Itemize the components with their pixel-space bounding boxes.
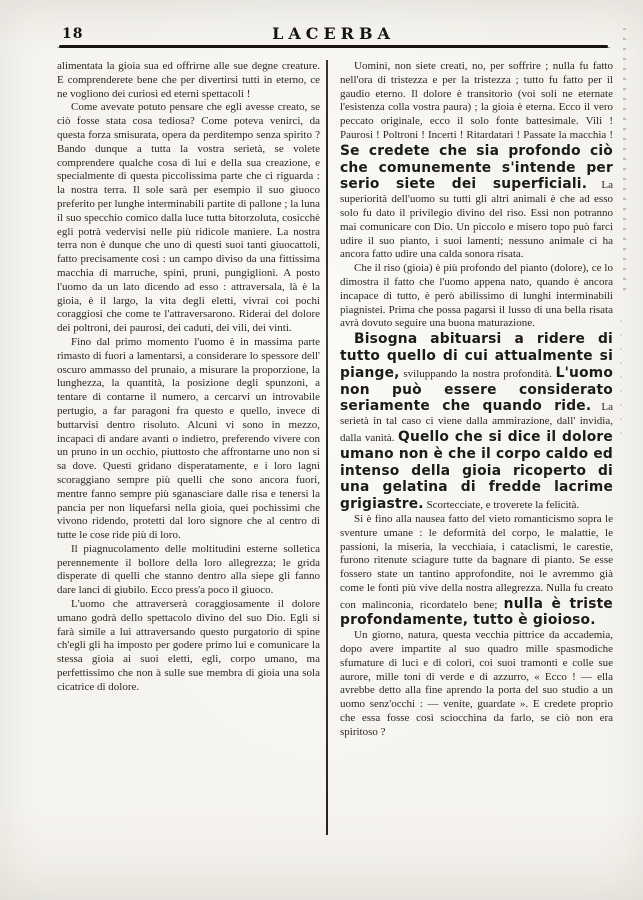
body-text: Come avevate potuto pensare che egli avesse creato, se ciò fosse stata cosa tediosa? Come poteva venirci, da questa forza smisurata, opera da perditempo senza spirito ? Bando dunque a tutta la vostra serietà, se volete comprendere qualche cosa di lui e della sua creazione, e specialmente di questa piccolissima parte che ci riguarda : la nostra terra. Il sole sarà per esempio il suo giuoco preferito per lunghe interminabili partite di pallone ; la luna il suo specchio comico dalla luce tutta bitorzoluta, cosicchè egli potrà vedervisi nelle più ridicole maniere. La nostra terra non è dunque che uno di questi suoi tanti giuocattoli, fatto precisamente così : un campo diviso da una fittissima macchia di marruche, spini, pruni, pungiglioni. A posto l'uomo da un lato dicendo ad esso : attraversala, là è la gioia, è il largo, la vita degli eletti, vivrai coi pochi coraggiosi che come te l'attraversarono. Riderai del dolore dei poltroni, dei paurosi, dei caduti, dei vili, dei vinti. <box>57 101 320 335</box>
bold-emphasis-text: Se credete che sia profondo ciò che comunemente s'intende per serio siete dei superficiali. <box>340 142 613 193</box>
bold-emphasis-text: Quello che si dice il dolore umano non è che il corpo caldo ed intenso della gioia ricoperto di una gelatina di fredde lacrime grigiastre. <box>340 428 613 513</box>
bold-emphasis-text: L'uomo non può essere considerato seriamente che quando ride. <box>340 364 613 415</box>
scan-artifact-specks-lower <box>620 320 622 440</box>
body-text: sviluppando la nostra profondità. <box>399 367 556 380</box>
body-text: Fino dal primo momento l'uomo è in massima parte rimasto di fuori a lamentarsi, a considerare lo spessore dell' oscuro ammasso del prunaio, a misurare la proporzione, la lunghezza, la quantità, la posizione degli spunzoni, a tentare di contarne il numero, a cercarvi un introvabile pertugio, a far paragoni fra questo e quello, invece di buttarvisi dentro risoluto. Alcuni vi sono in mezzo, incapaci di andare avanti o indietro, preferendo vivere con un pruno in un occhio, piuttosto che affrontarne uno non si sa dove. Questi gridano disperatamente, e i loro lagni scoraggiano sempre più quelli che sono ancora fuori, mentre fanno sempre più sganasciare dalle risa e tenersi la pancia per non liquefarsi nella gioia, quei pochissimi che vivono ridendo, protetti dal loro signore che al centro di tutte le cose ride più di loro. <box>57 335 320 542</box>
paragraph <box>340 331 613 513</box>
body-text: La serietà in tal caso ci viene dalla ammirazione, dall' invidia, dalla vanità. <box>340 401 613 444</box>
paragraph <box>57 336 320 543</box>
masthead-title: LACERBA <box>272 24 395 43</box>
body-text: Si è fino alla nausea fatto del vieto romanticismo sopra le sventure umane : le deformità del corpo, le malattie, le passioni, la miseria, la vecchiaia, i cataclismi, le carestie, furono ritenute sciagure tutte da bagnare di pianto. Se esse fossero state un tantino approfondite, noi le avremmo già come le fonti più vive della nostra allegrezza. Nulla fu creato con malinconia, ricordatelo bene; <box>340 512 613 611</box>
paragraph <box>340 262 613 331</box>
paragraph <box>340 513 613 629</box>
body-text: Un giorno, natura, questa vecchia pittrice da accademia, dopo avere impartite al suo quadro mille spasmodiche sfumature di luci e di colori, coi suoi tramonti e colle sue aurore, mille toni di verde e di azzurro, « Ecco ! — ella avrebbe detto alla fine aprendo la porta del suo studio a un uomo senz'occhi : — venite, guardate ». E credete proprio che essa fosse così sciocchina da farlo, se ciò non era spiritoso ? <box>340 629 613 738</box>
page-number: 18 <box>62 26 84 42</box>
body-text: L'uomo che attraverserà coraggiosamente il dolore umano godrà dello spettacolo divino del suo Dio. Egli si farà simile a lui attraversando questo purgatorio di spine ch'egli gli ha imposto per godere primo lui e comunicare la stessa gioia ai suoi eletti, egli, corpo umano, ma perfettissimo che non à sulle sue membra di gioia una sola cicatrice di dolore. <box>57 598 320 693</box>
bold-emphasis-text: Bisogna abituarsi a ridere di tutto quello di cui attualmente si piange, <box>340 331 613 381</box>
body-text: alimentata la gioia sua ed offrirne alle sue degne creature. E comprenderete bene che per divertirsi tutti in eterno, ce ne vogliono dei curiosi ed eterni spettacoli ! <box>57 60 320 100</box>
page-header <box>57 24 610 44</box>
body-text: Uomini, non siete creati, no, per soffrire ; nulla fu fatto nell'ora di tristezza e per la tristezza ; tutto fu fatto per il gaudio eterno. Il dolore è transitorio (voi soli ne eternate l'esistenza colla vostra paura) ; la gioia è eterna. Ecco il vero peccato originale, ecco il solo fonte battesimale. Vili ! Paurosi ! Poltroni ! Incerti ! Ritardatari ! Passate la macchia ! <box>340 60 613 141</box>
column-divider-rule <box>326 60 328 835</box>
body-text: Che il riso (gioia) è più profondo del pianto (dolore), ce lo dimostra il fatto che l'uomo appena nato, quando è ancora incapace di tutto, è però abilissimo di lunghi interminabili piagnistei. Prima che possa pagarsi il lusso di una bella risata avrà dovuto seguire una buona maturazione. <box>340 262 613 330</box>
body-text: La superiorità dell'uomo su tutti gli altri animali è che ad esso solo fu dato il privilegio divino del riso. Essi non potranno mai comunicare con Dio. Un piccolo e misero topo può farci udire il suo pianto, i suoi lamenti; nessuno animale ci ha ancora fatto udire una calda sonora risata. <box>340 179 613 261</box>
paragraph <box>57 60 320 101</box>
bold-emphasis-text: nulla è triste profondamente, tutto è gioioso. <box>340 595 613 629</box>
text-columns <box>57 60 613 835</box>
body-text: Il piagnucolamento delle moltitudini esterne solletica perennemente il bollore della loro allegrezza; le grida disperate di quelli che stanno dentro alla siepe gli fanno dare lanci di giubilo. Ecco press'a poco il giuoco. <box>57 542 320 597</box>
column-left <box>57 60 320 695</box>
paragraph <box>57 598 320 695</box>
header-rule <box>59 45 608 48</box>
paragraph <box>340 60 613 262</box>
scan-artifact-specks <box>623 28 626 298</box>
paragraph <box>340 629 613 739</box>
body-text: Scortecciate, e troverete la felicità. <box>423 499 580 512</box>
paragraph <box>57 543 320 598</box>
column-right <box>340 60 613 740</box>
paragraph <box>57 101 320 336</box>
